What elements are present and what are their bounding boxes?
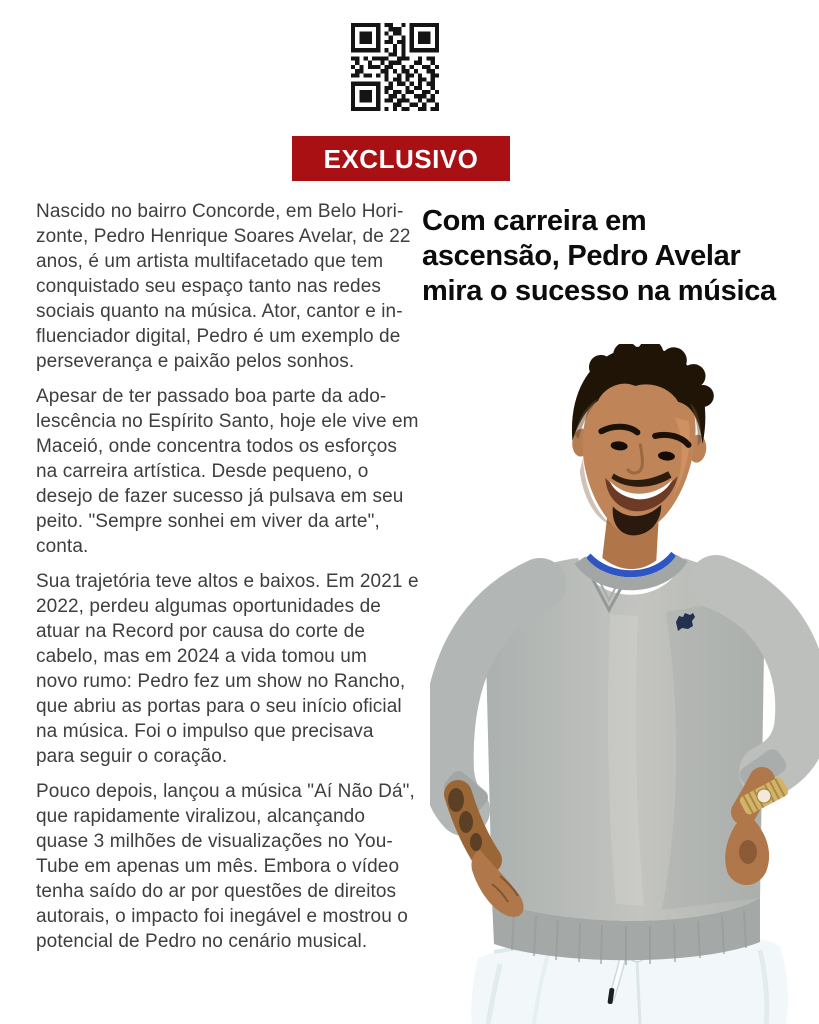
portrait-photo: [430, 344, 819, 1024]
article-headline: Com carreira em ascensão, Pedro Avelar mira o sucesso na música: [422, 205, 776, 307]
qr-code: [351, 23, 439, 111]
article-body: [36, 199, 434, 964]
face: [560, 344, 718, 575]
badge-label: EXCLUSIVO: [323, 143, 479, 174]
paragraph-3: Sua trajetória teve altos e baixos. Em 2021 e 2022, perdeu algumas oportunidades de atuar na Record por causa do corte de cabelo, mas em 2024 a vida tomou um novo rumo: Pedro fez um show no Rancho, que abriu as portas para o seu início oficial na música. Foi o impulso que precisava para seguir o coração.: [36, 571, 419, 767]
paragraph-1: Nascido no bairro Concorde, em Belo Hori- zonte, Pedro Henrique Soares Avelar, de 22 anos, é um artista multifacetado que tem conquistado seu espaço tanto nas redes sociais quanto na música. Ator, cantor e in- fluenciador digital, Pedro é um exemplo de perseverança e paixão pelos sonhos.: [36, 201, 411, 372]
paragraph-2: Apesar de ter passado boa parte da ado- lescência no Espírito Santo, hoje ele vive em Maceió, onde concentra todos os esforços na carreira artística. Desde pequeno, o desejo de fazer sucesso já pulsava em seu peito. "Sempre sonhei em viver da arte", conta.: [36, 386, 419, 557]
paragraph-4: Pouco depois, lançou a música "Aí Não Dá", que rapidamente viralizou, alcançando quase 3 milhões de visualizações no You- Tube em apenas um mês. Embora o vídeo tenha saído do ar por questões de direitos autorais, o impacto foi inegável e mostrou o potencial de Pedro no cenário musical.: [36, 781, 415, 952]
exclusivo-badge: [292, 136, 510, 181]
